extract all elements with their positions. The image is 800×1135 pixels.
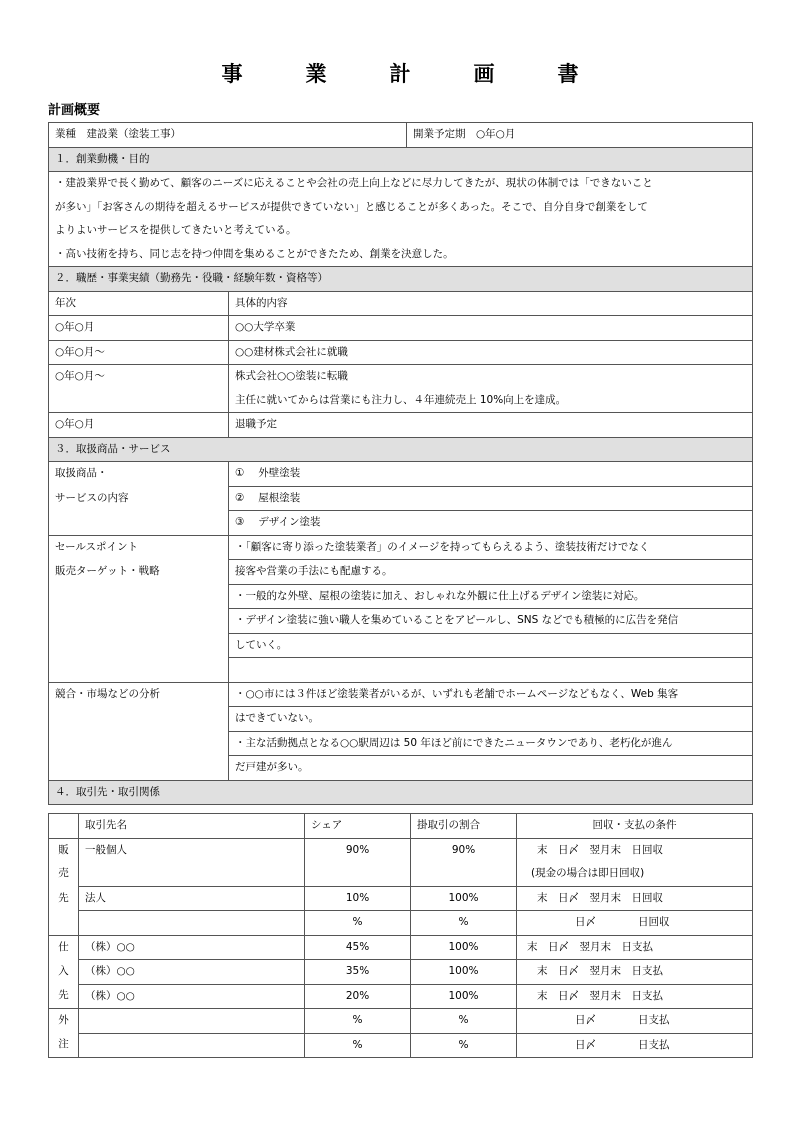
market-line: ・○○市には３件ほど塗装業者がいるが、いずれも老舗でホームページなどもなく、Web 集客 xyxy=(229,682,753,707)
career-detail: ○○建材株式会社に就職 xyxy=(229,340,753,365)
partner-name: 法人 xyxy=(79,886,305,911)
partner-terms: (現金の場合は即日回収) xyxy=(517,862,753,886)
products-label: 取扱商品・ xyxy=(49,462,229,487)
group-char: 外 xyxy=(49,1009,79,1034)
sales-line: 接客や営業の手法にも配慮する。 xyxy=(229,560,753,585)
partner-share: 45% xyxy=(305,935,411,960)
motive-line: よりよいサービスを提供してきたいと考えている。 xyxy=(49,219,753,243)
group-char: 先 xyxy=(49,886,79,911)
partner-credit: 100% xyxy=(411,886,517,911)
col-share: シェア xyxy=(305,814,411,839)
partner-credit xyxy=(411,862,517,886)
career-detail: 退職予定 xyxy=(229,413,753,438)
partner-terms: 日〆 日支払 xyxy=(517,1009,753,1034)
career-detail: 株式会社○○塗装に転職 xyxy=(229,365,753,389)
partner-credit: 100% xyxy=(411,960,517,985)
partner-name: 一般個人 xyxy=(79,838,305,862)
partner-terms: 末 日〆 翌月末 日支払 xyxy=(517,935,753,960)
market-line: だ戸建が多い。 xyxy=(229,756,753,781)
career-detail: ○○大学卒業 xyxy=(229,316,753,341)
partner-terms: 末 日〆 翌月末 日支払 xyxy=(517,960,753,985)
career-year: ○年○月 xyxy=(49,413,229,438)
section4-heading: ４．取引先・取引関係 xyxy=(49,780,753,805)
sales-line: ・「顧客に寄り添った塗装業者」のイメージを持ってもらえるよう、塗装技術だけでなく xyxy=(229,535,753,560)
group-char: 売 xyxy=(49,862,79,886)
sales-line xyxy=(229,658,753,683)
partner-credit: % xyxy=(411,911,517,936)
partner-name xyxy=(79,1009,305,1034)
group-char: 入 xyxy=(49,960,79,985)
market-line: はできていない。 xyxy=(229,707,753,732)
section3-heading: ３．取扱商品・サービス xyxy=(49,437,753,462)
col-credit-ratio: 掛取引の割合 xyxy=(411,814,517,839)
partner-name: （株）○○ xyxy=(79,984,305,1009)
sales-line: ・デザイン塗装に強い職人を集めていることをアピールし、SNS などでも積極的に広告を発信 xyxy=(229,609,753,634)
motive-line: ・建設業界で長く勤めて、顧客のニーズに応えることや会社の売上向上などに尽力してきたが、現状の体制では「できないこと xyxy=(49,172,753,196)
career-year: ○年○月～ xyxy=(49,365,229,389)
plan-overview-table xyxy=(48,122,753,805)
market-label: 競合・市場などの分析 xyxy=(49,682,229,707)
group-char: 注 xyxy=(49,1033,79,1058)
group-char: 先 xyxy=(49,984,79,1009)
partner-share: % xyxy=(305,1033,411,1058)
col-partner-name: 取引先名 xyxy=(79,814,305,839)
header-row xyxy=(49,123,753,148)
trade-partners-table xyxy=(48,813,753,1058)
partner-terms: 日〆 日支払 xyxy=(517,1033,753,1058)
overview-heading: 計画概要 xyxy=(48,103,101,118)
partner-share xyxy=(305,862,411,886)
partner-name xyxy=(79,1033,305,1058)
partner-terms: 末 日〆 翌月末 日回収 xyxy=(517,886,753,911)
partner-credit: % xyxy=(411,1009,517,1034)
section2-heading: ２．職歴・事業実績（勤務先・役職・経験年数・資格等） xyxy=(49,267,753,292)
market-line: ・主な活動拠点となる○○駅周辺は 50 年ほど前にできたニュータウンであり、老朽化が進ん xyxy=(229,731,753,756)
section1-heading: １．創業動機・目的 xyxy=(49,147,753,172)
partner-name xyxy=(79,862,305,886)
career-year: ○年○月～ xyxy=(49,340,229,365)
col-detail-header: 具体的内容 xyxy=(229,291,753,316)
partner-credit: 90% xyxy=(411,838,517,862)
motive-line: が多い」「お客さんの期待を超えるサービスが提供できていない」と感じることが多くあった。そこで、自分自身で創業をして xyxy=(49,196,753,220)
product-item: ③ デザイン塗装 xyxy=(229,511,753,536)
career-year: ○年○月 xyxy=(49,316,229,341)
partner-credit: % xyxy=(411,1033,517,1058)
partner-share: 90% xyxy=(305,838,411,862)
partner-terms: 末 日〆 翌月末 日支払 xyxy=(517,984,753,1009)
partner-share: % xyxy=(305,1009,411,1034)
partner-share: % xyxy=(305,911,411,936)
career-year xyxy=(49,389,229,413)
product-item: ② 屋根塗装 xyxy=(229,486,753,511)
products-label: サービスの内容 xyxy=(49,486,229,511)
group-char: 販 xyxy=(49,838,79,862)
partner-share: 10% xyxy=(305,886,411,911)
group-char: 仕 xyxy=(49,935,79,960)
partner-name xyxy=(79,911,305,936)
partner-name: （株）○○ xyxy=(79,935,305,960)
industry-cell: 業種 建設業（塗装工事） xyxy=(49,123,407,148)
sales-line: ・一般的な外壁、屋根の塗装に加え、おしゃれな外観に仕上げるデザイン塗装に対応。 xyxy=(229,584,753,609)
partner-share: 35% xyxy=(305,960,411,985)
product-item: ① 外壁塗装 xyxy=(229,462,753,487)
page-title: 事 業 計 画 書 xyxy=(221,62,600,86)
sales-line: していく。 xyxy=(229,633,753,658)
sales-label: セールスポイント xyxy=(49,535,229,560)
partner-share: 20% xyxy=(305,984,411,1009)
sales-label: 販売ターゲット・戦略 xyxy=(49,560,229,585)
partner-name: （株）○○ xyxy=(79,960,305,985)
col-year-header: 年次 xyxy=(49,291,229,316)
partner-terms: 末 日〆 翌月末 日回収 xyxy=(517,838,753,862)
motive-line: ・高い技術を持ち、同じ志を持つ仲間を集めることができたため、創業を決意した。 xyxy=(49,243,753,267)
trade-header-row xyxy=(49,814,753,839)
partner-credit: 100% xyxy=(411,984,517,1009)
col-terms: 回収・支払の条件 xyxy=(517,814,753,839)
opening-period-cell: 開業予定期 ○年○月 xyxy=(407,123,753,148)
partner-terms: 日〆 日回収 xyxy=(517,911,753,936)
partner-credit: 100% xyxy=(411,935,517,960)
career-detail: 主任に就いてからは営業にも注力し、４年連続売上 10%向上を達成。 xyxy=(229,389,753,413)
